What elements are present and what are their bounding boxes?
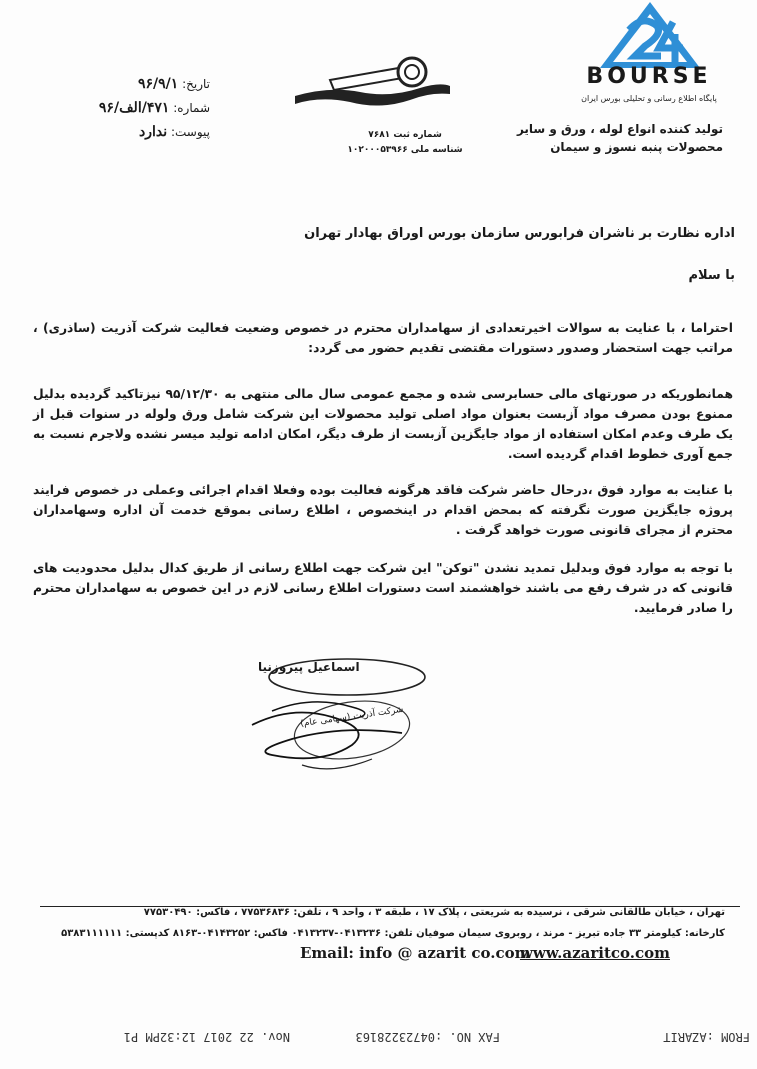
signatory-name: اسماعیل پیروزنیا <box>258 660 360 674</box>
company-stamp: شرکت آذریت (سهامی عام) <box>299 704 405 730</box>
logo-wordmark: BOURSE <box>586 64 712 89</box>
fax-from: FROM :AZARIT <box>663 1030 750 1044</box>
company-line-1: تولید کننده انواع لوله ، ورق و سایر <box>516 122 723 136</box>
attachment-value: ندارد <box>138 124 168 140</box>
attachment-label: پیوست: <box>170 125 210 139</box>
website-link[interactable]: www.azaritco.com <box>519 944 670 962</box>
date-value: ۹۶/۹/۱ <box>137 76 179 92</box>
company-description <box>493 120 723 156</box>
signature-scribble-icon <box>232 655 432 795</box>
number-row <box>60 96 210 120</box>
letter-paragraph-2: همانطوریکه در صورتهای مالی حسابرسی شده و مجمع عمومی سال مالی منتهی به ۹۵/۱۲/۳۰ نیزتاکید گردیده بدلیل ممنوع بودن مصرف مواد آزبست بعنوان مواد اصلی تولید محصولات این شرکت شامل ورق ولوله در سنوات قبل از یک طرف وعدم امکان استفاده از مواد جایگزین آزبست از طرف دیگر، امکان ادامه تولید میسر نشده ولاجرم نسبت به جمع آوری خطوط اقدام گردیده است. <box>33 387 733 461</box>
bourse-logo <box>565 0 733 112</box>
number-value: ۴۷۱/الف/۹۶ <box>98 100 170 116</box>
bourse-24-logo-icon <box>595 0 705 70</box>
attachment-row <box>60 120 210 144</box>
letter-paragraph-1: احتراما ، با عنایت به سوالات اخیرتعدادی از سهامداران محترم در خصوص وضعیت فعالیت شرکت آذریت (ساذری) ، مراتب جهت استحضار وصدور دستورات مقتضی تقدیم حضور می گردد: <box>33 321 733 355</box>
national-id: شناسه ملی ۱۰۲۰۰۰۵۳۹۶۶ <box>347 145 463 155</box>
factory-address: کارخانه: کیلومتر ۳۳ جاده تبریز - مرند ، روبروی سیمان صوفیان تلفن: ۰۴۱۳۲۳۶-۰۴۱۳۲۳۷ فاکس: ۰۴۱۴۳۲۵۲-۸۱۶۳ کدپستی: ۵۳۸۳۱۱۱۱۱۱ <box>61 928 725 939</box>
letter-meta <box>60 72 210 144</box>
date-row <box>60 72 210 96</box>
letter-paragraph-3: با عنایت به موارد فوق ،درحال حاضر شرکت فاقد هرگونه فعالیت بوده وفعلا اقدام اجرائی وعملی در خصوص فرایند پروژه جایگزین صورت نگرفته که بمحض اقدام در اینخصوص ، اطلاع رسانی بموقع خدمت آن اداره وسهامداران محترم از مجرای قانونی صورت خواهد گرفت . <box>33 483 733 537</box>
registration-number: شماره ثبت ۷۶۸۱ <box>368 130 442 140</box>
letter-paragraph-4: با توجه به موارد فوق وبدلیل تمدید نشدن "توکن" این شرکت جهت اطلاع رسانی از طریق کدال بدلیل محدودیت های قانونی که در شرف رفع می باشند خواهشمند است دستورات اطلاع رسانی لازم در این خصوص به سهامداران محترم را صادر فرمایید. <box>33 561 733 615</box>
letter-addressee: اداره نظارت بر ناشران فرابورس سازمان بورس اوراق بهادار تهران <box>304 226 735 241</box>
letter-salutation: با سلام <box>688 268 735 283</box>
registration-info <box>340 128 470 158</box>
fax-number: FAX NO. :04723228163 <box>355 1030 500 1044</box>
company-emblem-icon <box>290 56 455 116</box>
date-label: تاریخ: <box>182 77 210 91</box>
email-address[interactable]: Email: info @ azarit co.com <box>300 944 531 962</box>
company-line-2: محصولات پنبه نسوز و سیمان <box>550 140 723 154</box>
logo-subtitle: پایگاه اطلاع رسانی و تحلیلی بورس ایران <box>581 94 717 103</box>
office-address: تهران ، خیابان طالقانی شرقی ، نرسیده به شریعتی ، پلاک ۱۷ ، طبقه ۳ ، واحد ۹ ، تلفن: ۷۷۵۳۶۸۳۶ ، فاکس: ۷۷۵۳۰۴۹۰ <box>143 907 725 918</box>
fax-datetime: Nov. 22 2017 12:32PM P1 <box>123 1030 290 1044</box>
number-label: شماره: <box>173 101 210 115</box>
fax-header <box>60 1024 750 1048</box>
